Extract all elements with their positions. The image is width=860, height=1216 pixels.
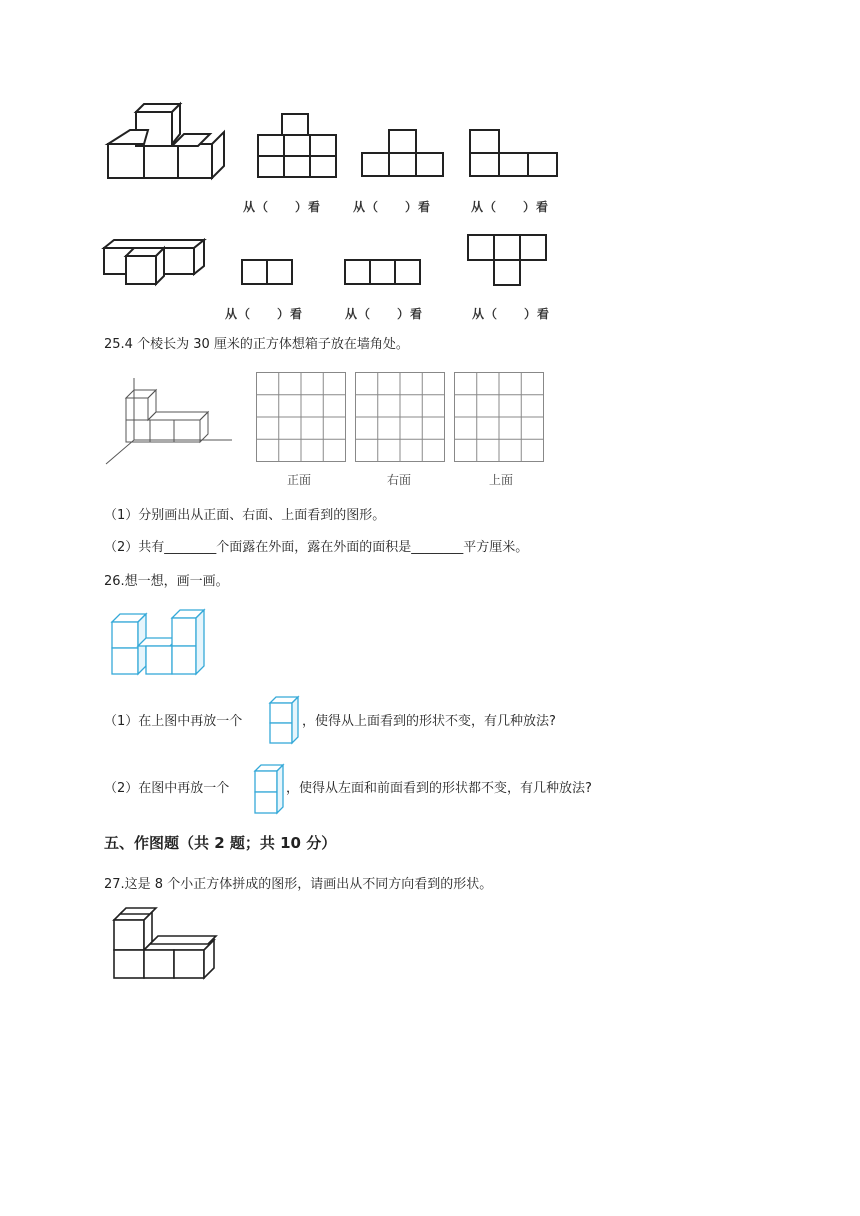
question-26-title: 26.想一想，画一画。 [104,574,229,589]
cube-solid-figure-1 [100,110,230,182]
question-26-sub2-suffix: ，使得从左面和前面看到的形状都不变，有几种放法? [286,781,592,796]
grid-top [454,372,546,464]
question-25-sub1: （1）分别画出从正面、右面、上面看到的图形。 [104,508,386,523]
grid-label-top: 上面 [489,473,514,487]
blue-cubes-figure [110,606,210,678]
view-shape-1 [256,112,338,178]
view-caption: 从（ ）看 [225,307,304,321]
view-caption: 从（ ）看 [243,200,322,214]
question-26-sub1-prefix: （1）在上图中再放一个 [104,714,243,729]
view-shape-3 [468,128,560,178]
view-shape-6 [466,233,548,287]
single-cube-icon [268,695,300,747]
single-cube-icon [253,763,285,817]
question-25-sub2: （2）共有________个面露在外面，露在外面的面积是________平方厘米。 [104,540,529,555]
grid-right [355,372,447,464]
view-caption: 从（ ）看 [472,307,551,321]
corner-cubes-figure [104,374,236,470]
view-caption: 从（ ）看 [471,200,550,214]
question-25-title: 25.4 个棱长为 30 厘米的正方体想箱子放在墙角处。 [104,337,409,352]
grid-front [256,372,348,464]
eight-cubes-figure [110,906,220,982]
section-heading: 五、作图题（共 2 题；共 10 分） [104,834,337,852]
view-caption: 从（ ）看 [353,200,432,214]
question-26-sub2-prefix: （2）在图中再放一个 [104,781,230,796]
cube-solid-figure-2 [102,236,210,288]
view-shape-4 [240,258,294,286]
view-shape-5 [343,258,421,286]
view-shape-2 [360,128,446,178]
question-27-title: 27.这是 8 个小正方体拼成的图形，请画出从不同方向看到的形状。 [104,877,493,892]
question-26-sub1-suffix: ，使得从上面看到的形状不变，有几种放法? [302,714,556,729]
grid-label-right: 右面 [387,473,412,487]
grid-label-front: 正面 [287,473,312,487]
view-caption: 从（ ）看 [345,307,424,321]
